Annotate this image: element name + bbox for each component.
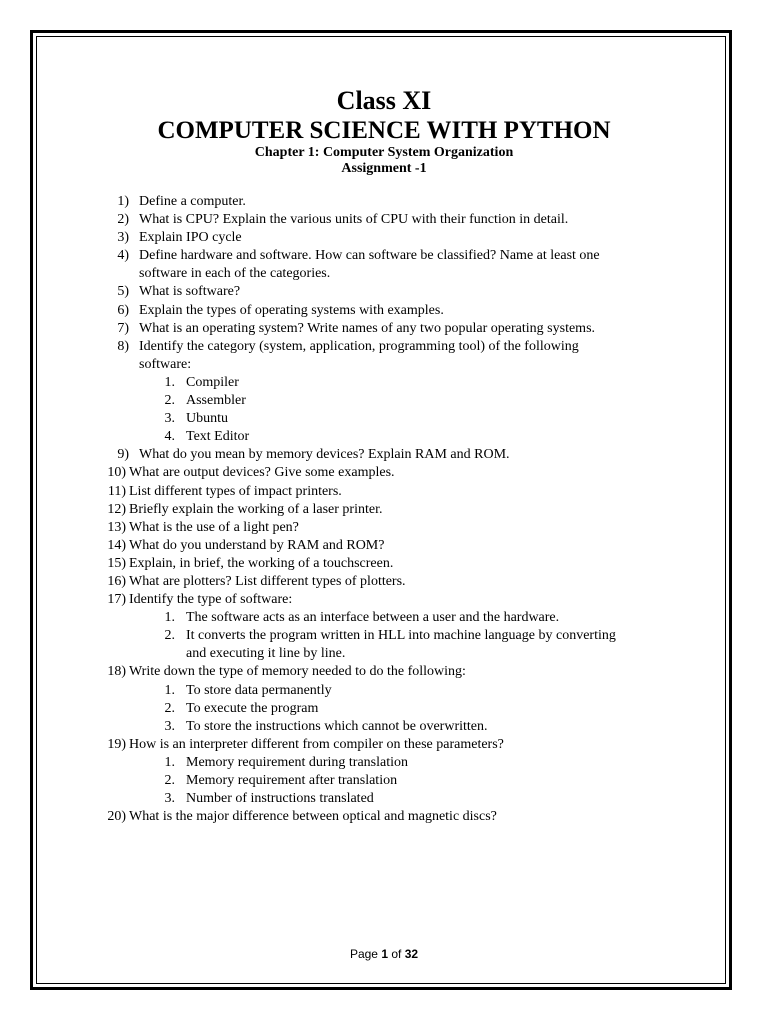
sub-item-text: The software acts as an interface between a user and the hardware. <box>186 610 560 626</box>
question-line <box>0 736 768 754</box>
sub-item-text: To store data permanently <box>186 682 332 698</box>
sub-item-line <box>0 772 768 790</box>
sub-item-line <box>0 700 768 718</box>
question-number: 8) <box>117 338 129 354</box>
sub-item-line <box>0 609 768 627</box>
question-text: What is an operating system? Write names of any two popular operating systems. <box>139 320 596 336</box>
question-number: 19) <box>107 736 126 752</box>
sub-item-number: 2. <box>164 700 175 716</box>
question-number: 4) <box>117 248 129 264</box>
sub-item-number: 2. <box>164 773 175 788</box>
question-line <box>0 338 768 356</box>
question-text: Explain the types of operating systems with examples. <box>139 302 444 318</box>
question-text: Define a computer. <box>139 194 246 209</box>
question-number: 17) <box>107 592 126 608</box>
assignment-title: Assignment -1 <box>341 161 427 176</box>
question-text: What do you mean by memory devices? Explain RAM and ROM. <box>139 447 510 463</box>
sub-item-text: Memory requirement during translation <box>186 754 408 770</box>
sub-item-text: and executing it line by line. <box>186 646 346 662</box>
sub-item-text: Text Editor <box>186 429 250 445</box>
question-number: 2) <box>117 212 129 228</box>
question-line <box>0 229 768 247</box>
question-line <box>0 464 768 482</box>
question-text: What are output devices? Give some examples. <box>129 465 395 481</box>
sub-item-number: 1. <box>164 374 175 390</box>
question-text: What are plotters? List different types of plotters. <box>129 573 406 589</box>
sub-item-number: 1. <box>164 754 175 770</box>
question-text: Explain IPO cycle <box>139 230 242 246</box>
sub-item-line <box>0 410 768 428</box>
question-line <box>0 573 768 591</box>
sub-item-line <box>0 627 768 645</box>
sub-item-number: 1. <box>164 682 175 698</box>
question-text: What do you understand by RAM and ROM? <box>129 537 385 553</box>
question-number: 14) <box>107 537 126 553</box>
question-text: What is the major difference between optical and magnetic discs? <box>129 809 497 825</box>
sub-item-text: Ubuntu <box>186 411 228 427</box>
question-text: How is an interpreter different from compiler on these parameters? <box>129 736 504 752</box>
sub-item-line <box>0 790 768 808</box>
question-line <box>0 265 768 283</box>
sub-item-text: Assembler <box>186 393 246 409</box>
sub-item-number: 2. <box>164 393 175 409</box>
question-line <box>0 446 768 464</box>
question-text: What is the use of a light pen? <box>129 519 299 535</box>
sub-item-line <box>0 645 768 663</box>
question-number: 10) <box>107 465 126 481</box>
question-number: 12) <box>107 501 126 517</box>
question-line <box>0 247 768 265</box>
sub-item-line <box>0 718 768 736</box>
sub-item-line <box>0 428 768 446</box>
question-line <box>0 320 768 338</box>
sub-item-text: Memory requirement after translation <box>186 773 398 788</box>
chapter-title: Chapter 1: Computer System Organization <box>254 145 514 160</box>
question-text: Briefly explain the working of a laser printer. <box>129 501 383 517</box>
question-line <box>0 356 768 374</box>
sub-item-line <box>0 682 768 700</box>
question-line <box>0 663 768 681</box>
page-footer <box>0 946 768 962</box>
question-line <box>0 483 768 501</box>
question-text: Identify the type of software: <box>129 592 293 608</box>
question-number: 11) <box>107 483 126 499</box>
question-number: 6) <box>117 302 129 318</box>
question-line <box>0 537 768 555</box>
sub-item-line <box>0 392 768 410</box>
question-number: 7) <box>117 320 129 336</box>
sub-item-line <box>0 374 768 392</box>
question-line <box>0 808 768 826</box>
question-text: Define hardware and software. How can software be classified? Name at least one <box>139 248 600 264</box>
question-number: 18) <box>107 664 126 680</box>
question-text: What is software? <box>139 284 241 300</box>
sub-item-number: 4. <box>164 429 175 445</box>
question-number: 3) <box>117 230 129 246</box>
question-line <box>0 302 768 320</box>
question-text: software: <box>139 356 192 372</box>
sub-item-line <box>0 754 768 772</box>
question-number: 9) <box>117 447 129 463</box>
sub-item-text: It converts the program written in HLL into machine language by converting <box>186 628 616 644</box>
question-line <box>0 211 768 229</box>
sub-item-text: Number of instructions translated <box>186 791 374 807</box>
sub-item-text: To store the instructions which cannot be overwritten. <box>186 718 488 734</box>
sub-item-number: 3. <box>164 718 175 734</box>
question-line <box>0 501 768 519</box>
of-word: of <box>391 947 402 961</box>
question-text: software in each of the categories. <box>139 266 331 282</box>
question-line <box>0 283 768 301</box>
sub-item-text: To execute the program <box>186 700 319 716</box>
question-text: Explain, in brief, the working of a touchscreen. <box>129 555 394 571</box>
sub-item-text: Compiler <box>186 374 239 390</box>
class-title: Class XI <box>336 86 432 115</box>
question-number: 5) <box>117 284 129 300</box>
question-number: 1) <box>117 194 129 209</box>
question-number: 13) <box>107 519 126 535</box>
question-number: 20) <box>107 809 126 825</box>
sub-item-number: 1. <box>164 610 175 626</box>
question-line <box>0 519 768 537</box>
total-pages: 32 <box>404 947 419 961</box>
question-text: Identify the category (system, application, programming tool) of the following <box>139 338 579 354</box>
page-number: 1 <box>381 947 388 961</box>
question-number: 16) <box>107 573 126 589</box>
question-list <box>0 193 768 826</box>
question-text: What is CPU? Explain the various units of CPU with their function in detail. <box>139 212 569 228</box>
sub-item-number: 2. <box>164 628 175 644</box>
question-line <box>0 555 768 573</box>
question-line <box>0 591 768 609</box>
sub-item-number: 3. <box>164 791 175 807</box>
question-text: Write down the type of memory needed to do the following: <box>129 664 466 680</box>
question-number: 15) <box>107 555 126 571</box>
question-text: List different types of impact printers. <box>129 483 342 499</box>
subject-title: COMPUTER SCIENCE WITH PYTHON <box>157 117 611 144</box>
page-word: Page <box>349 947 378 961</box>
question-line <box>0 193 768 211</box>
sub-item-number: 3. <box>164 411 175 427</box>
